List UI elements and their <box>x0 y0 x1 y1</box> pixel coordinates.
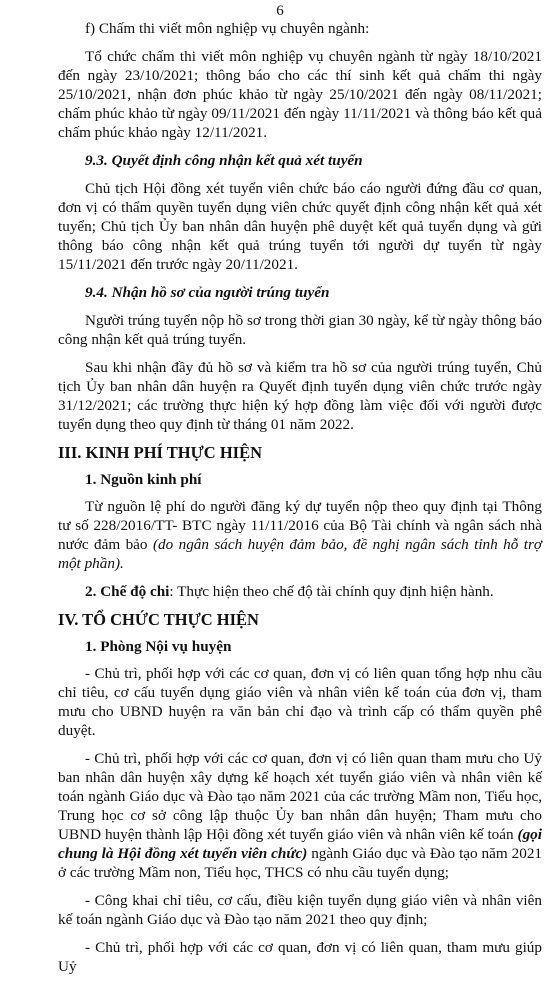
bullet-2-text-a: - Chủ trì, phối hợp với các cơ quan, đơn vị có liên quan tham mưu cho Uỷ ban nhân dân huyện xây dựng kế hoạch xét tuyển giáo viên và nhân viên kế toán ngành Giáo dục và Đào tạo năm 2021 của các trường Mầm non, Tiểu học, Trung học cơ sở công lập thuộc Ủy ban nhân dân huyện; Tham mưu cho UBND huyện thành lập Hội đồng xét tuyển giáo viên và nhân viên kế toán <box>58 750 542 843</box>
page-number: 6 <box>276 3 284 19</box>
bullet-2-italic: (gọi chung là Hội đồng xét tuyển viên chức) <box>58 826 542 862</box>
spending-regime-label: 2. Chế độ chi <box>85 583 170 600</box>
section-IV-heading: IV. TỔ CHỨC THỰC HIỆN <box>58 610 259 629</box>
section-III-1-heading: 1. Nguồn kinh phí <box>85 471 202 488</box>
section-III-2 <box>58 582 542 601</box>
section-9-3-heading: 9.3. Quyết định công nhận kết quả xét tuyển <box>85 152 363 169</box>
section-9-4-body-2: Sau khi nhận đầy đủ hồ sơ và kiểm tra hồ sơ của người trúng tuyển, Chủ tịch Ủy ban nhân dân huyện ra Quyết định tuyển dụng viên chức trước ngày 31/12/2021; các trường thực hiện ký hợp đồng làm việc đối với người được tuyển dụng theo quy định từ tháng 01 năm 2022. <box>58 359 542 433</box>
spending-regime-text: : Thực hiện theo chế độ tài chính quy định hiện hành. <box>169 583 494 600</box>
section-f-heading: f) Chấm thi viết môn nghiệp vụ chuyên ngành: <box>85 20 370 37</box>
section-IV-1-heading: 1. Phòng Nội vụ huyện <box>85 638 232 655</box>
section-9-3-body: Chủ tịch Hội đồng xét tuyển viên chức báo cáo người đứng đầu cơ quan, đơn vị có thẩm quyền tuyển dụng viên chức quyết định công nhận kết quả xét tuyển; Chủ tịch Ủy ban nhân dân huyện phê duyệt kết quả tuyển dụng và gửi thông báo công nhận kết quả trúng tuyển tới người dự tuyển từ ngày 15/11/2021 đến trước ngày 20/11/2021. <box>58 180 542 273</box>
section-f-body: Tổ chức chấm thi viết môn nghiệp vụ chuyên ngành từ ngày 18/10/2021 đến ngày 23/10/2021; thông báo cho các thí sinh kết quả chấm thi ngày 25/10/2021, nhận đơn phúc khảo từ ngày 25/10/2021 đến ngày 08/11/2021; chấm phúc khảo từ ngày 09/11/2021 đến ngày 11/11/2021 và thông báo kết quả chấm phúc khảo ngày 12/11/2021. <box>58 48 542 141</box>
section-9-4-body-1: Người trúng tuyển nộp hồ sơ trong thời gian 30 ngày, kể từ ngày thông báo công nhận kết quả trúng tuyển. <box>58 312 542 348</box>
funding-source-note: (do ngân sách huyện đảm bảo, đề nghị ngân sách tỉnh hỗ trợ một phần). <box>58 536 542 572</box>
section-IV-bullet-1: - Chủ trì, phối hợp với các cơ quan, đơn vị có liên quan tổng hợp nhu cầu chỉ tiêu, cơ cấu tuyển dụng giáo viên và nhân viên kế toán của đơn vị, tham mưu cho UBND huyện ra văn bản chỉ đạo và trình cấp có thẩm quyền phê duyệt. <box>58 665 542 739</box>
bullet-2-text-b: ngành Giáo dục và Đào tạo năm 2021 ở các trường Mầm non, Tiểu học, THCS có nhu cầu tuyển dụng; <box>58 845 543 881</box>
section-III-1-body <box>58 497 542 573</box>
section-IV-bullet-3: - Công khai chỉ tiêu, cơ cấu, điều kiện tuyển dụng giáo viên và nhân viên kế toán ngành Giáo dục và Đào tạo năm 2021 theo quy định; <box>58 892 542 928</box>
section-IV-bullet-2 <box>58 749 542 882</box>
funding-source-text: Từ nguồn lệ phí do người đăng ký dự tuyển nộp theo quy định tại Thông tư số 228/2016/TT- BTC ngày 11/11/2016 của Bộ Tài chính và ngân sách nhà nước đảm bảo <box>58 498 542 553</box>
section-IV-bullet-4: - Chủ trì, phối hợp với các cơ quan, đơn vị có liên quan, tham mưu giúp Uỷ <box>58 939 542 975</box>
section-9-4-heading: 9.4. Nhận hồ sơ của người trúng tuyển <box>85 284 330 301</box>
section-III-heading: III. KINH PHÍ THỰC HIỆN <box>58 443 262 462</box>
document-body <box>58 19 542 985</box>
